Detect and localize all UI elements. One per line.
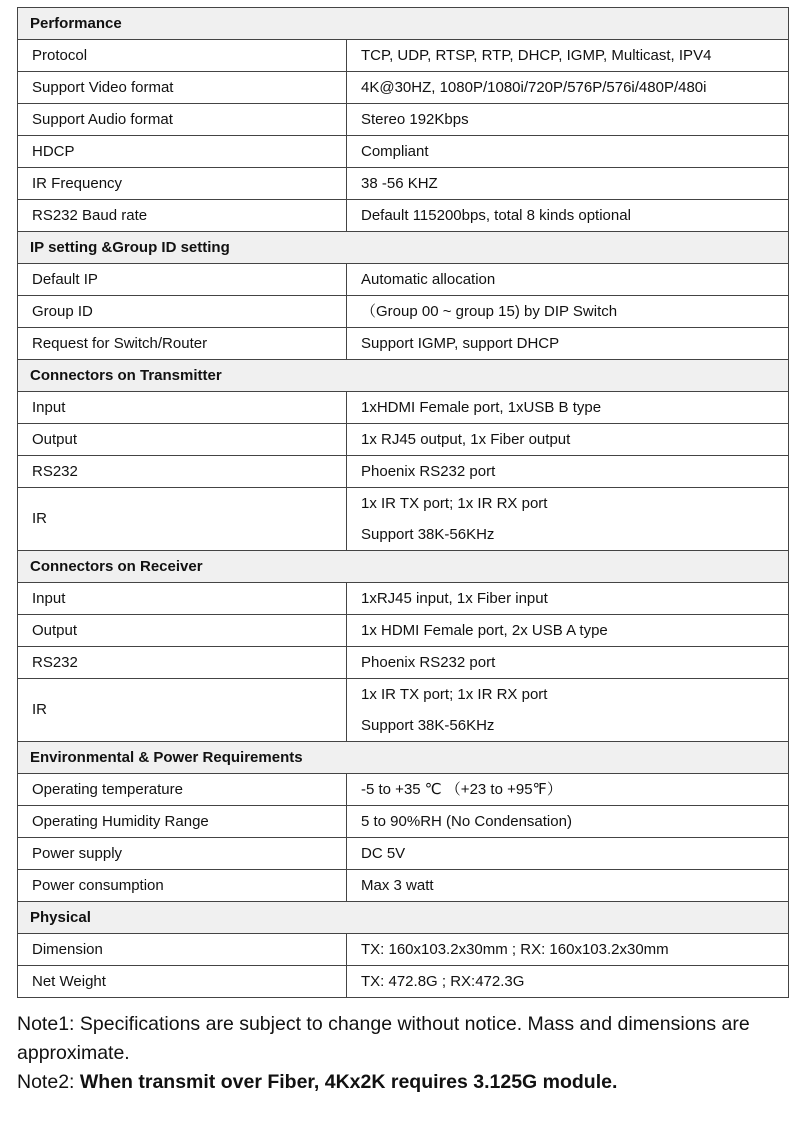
row-value: （Group 00 ~ group 15) by DIP Switch xyxy=(347,296,789,328)
section-header-row xyxy=(18,232,789,264)
row-label: Dimension xyxy=(18,934,347,966)
table-row xyxy=(18,136,789,168)
table-row xyxy=(18,296,789,328)
row-label: Net Weight xyxy=(18,966,347,998)
row-label: IR xyxy=(18,488,347,551)
section-title: IP setting &Group ID setting xyxy=(18,232,789,264)
table-row xyxy=(18,424,789,456)
section-title: Physical xyxy=(18,902,789,934)
row-value: Phoenix RS232 port xyxy=(347,456,789,488)
row-label: Operating Humidity Range xyxy=(18,806,347,838)
notes xyxy=(17,1010,792,1097)
row-label: Power supply xyxy=(18,838,347,870)
row-label: RS232 xyxy=(18,456,347,488)
table-row xyxy=(18,168,789,200)
spec-table-body xyxy=(18,8,789,998)
row-value: 1xHDMI Female port, 1xUSB B type xyxy=(347,392,789,424)
row-value-line: 1x IR TX port; 1x IR RX port xyxy=(361,686,548,703)
row-value: TX: 472.8G ; RX:472.3G xyxy=(347,966,789,998)
row-value: 5 to 90%RH (No Condensation) xyxy=(347,806,789,838)
row-value xyxy=(347,488,789,551)
row-label: HDCP xyxy=(18,136,347,168)
row-label: IR xyxy=(18,679,347,742)
table-row xyxy=(18,72,789,104)
section-title: Connectors on Transmitter xyxy=(18,360,789,392)
row-value: 38 -56 KHZ xyxy=(347,168,789,200)
table-row xyxy=(18,104,789,136)
row-value: -5 to +35 ℃ （+23 to +95℉） xyxy=(347,774,789,806)
table-row xyxy=(18,870,789,902)
row-label: Input xyxy=(18,583,347,615)
row-value: 1x HDMI Female port, 2x USB A type xyxy=(347,615,789,647)
row-label: Power consumption xyxy=(18,870,347,902)
table-row xyxy=(18,392,789,424)
row-label: Support Audio format xyxy=(18,104,347,136)
row-label: Operating temperature xyxy=(18,774,347,806)
section-header-row xyxy=(18,742,789,774)
note2-bold: When transmit over Fiber, 4Kx2K requires 3.125G module. xyxy=(79,1071,618,1093)
row-value xyxy=(347,679,789,742)
section-header-row xyxy=(18,551,789,583)
row-value-line: Support 38K-56KHz xyxy=(361,717,495,734)
row-value: Default 115200bps, total 8 kinds optional xyxy=(347,200,789,232)
table-row xyxy=(18,774,789,806)
row-label: RS232 xyxy=(18,647,347,679)
table-row xyxy=(18,679,789,742)
table-row xyxy=(18,838,789,870)
section-header-row xyxy=(18,902,789,934)
row-value: DC 5V xyxy=(347,838,789,870)
table-row xyxy=(18,488,789,551)
row-value: 1xRJ45 input, 1x Fiber input xyxy=(347,583,789,615)
row-value: 1x RJ45 output, 1x Fiber output xyxy=(347,424,789,456)
table-row xyxy=(18,264,789,296)
table-row xyxy=(18,647,789,679)
table-row xyxy=(18,456,789,488)
table-row xyxy=(18,40,789,72)
section-header-row xyxy=(18,360,789,392)
row-value: Automatic allocation xyxy=(347,264,789,296)
table-row xyxy=(18,583,789,615)
section-header-row xyxy=(18,8,789,40)
row-label: Request for Switch/Router xyxy=(18,328,347,360)
table-row xyxy=(18,966,789,998)
row-value: TX: 160x103.2x30mm ; RX: 160x103.2x30mm xyxy=(347,934,789,966)
row-label: Input xyxy=(18,392,347,424)
row-label: Protocol xyxy=(18,40,347,72)
row-value: 4K@30HZ, 1080P/1080i/720P/576P/576i/480P/480i xyxy=(347,72,789,104)
row-label: Group ID xyxy=(18,296,347,328)
table-row xyxy=(18,806,789,838)
row-value: Stereo 192Kbps xyxy=(347,104,789,136)
table-row xyxy=(18,934,789,966)
row-value: Compliant xyxy=(347,136,789,168)
section-title: Performance xyxy=(18,8,789,40)
section-title: Connectors on Receiver xyxy=(18,551,789,583)
row-label: IR Frequency xyxy=(18,168,347,200)
table-row xyxy=(18,328,789,360)
row-value-line: 1x IR TX port; 1x IR RX port xyxy=(361,495,548,512)
row-label: Support Video format xyxy=(18,72,347,104)
row-value: Max 3 watt xyxy=(347,870,789,902)
row-label: Output xyxy=(18,615,347,647)
row-value: Phoenix RS232 port xyxy=(347,647,789,679)
row-value: TCP, UDP, RTSP, RTP, DHCP, IGMP, Multicast, IPV4 xyxy=(347,40,789,72)
row-value-line: Support 38K-56KHz xyxy=(361,526,495,543)
note1: Note1: Specifications are subject to change without notice. Mass and dimensions are approximate. xyxy=(17,1013,750,1064)
spec-table xyxy=(17,7,789,998)
row-label: RS232 Baud rate xyxy=(18,200,347,232)
section-title: Environmental & Power Requirements xyxy=(18,742,789,774)
row-label: Output xyxy=(18,424,347,456)
row-label: Default IP xyxy=(18,264,347,296)
note2 xyxy=(17,1068,792,1097)
note2-prefix: Note2: xyxy=(17,1071,80,1093)
table-row xyxy=(18,615,789,647)
row-value: Support IGMP, support DHCP xyxy=(347,328,789,360)
table-row xyxy=(18,200,789,232)
